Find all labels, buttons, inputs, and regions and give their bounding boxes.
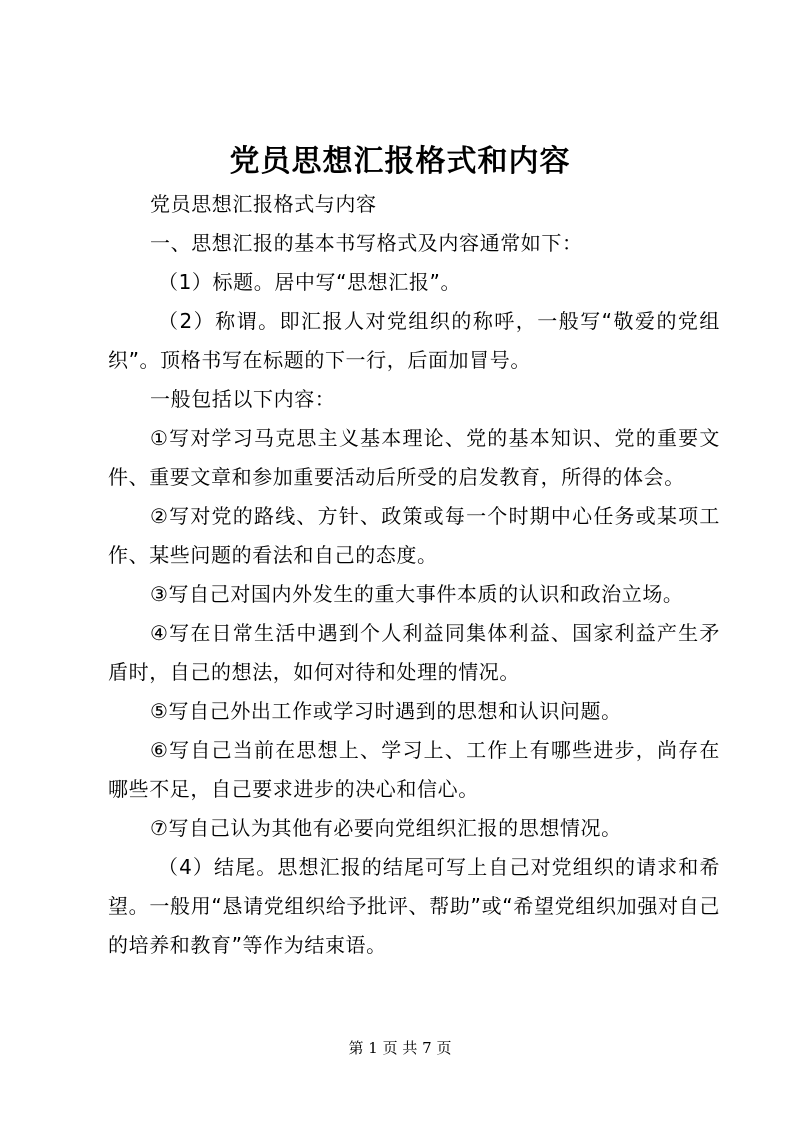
paragraph-content-intro: 一般包括以下内容：	[150, 387, 336, 411]
paragraph-content-item-3: ③写自己对国内外发生的重大事件本质的认识和政治立场。	[150, 582, 684, 606]
paragraph-title-item: （1）标题。居中写“思想汇报”。	[158, 270, 462, 294]
paragraph-content-item-5: ⑤写自己外出工作或学习时遇到的思想和认识问题。	[150, 699, 622, 723]
paragraph-content-item-2: ②写对党的路线、方针、政策或每一个时期中心任务或某项工作、某些问题的看法和自己的态度。	[108, 504, 720, 567]
page-number-footer: 第 1 页 共 7 页	[348, 1039, 452, 1057]
paragraph-content-item-6: ⑥写自己当前在思想上、学习上、工作上有哪些进步，尚存在哪些不足，自己要求进步的决心和信心。	[108, 738, 720, 801]
paragraph-content-item-7: ⑦写自己认为其他有必要向党组织汇报的思想情况。	[150, 816, 622, 840]
paragraph-subtitle: 党员思想汇报格式与内容	[150, 192, 377, 216]
document-body	[108, 185, 720, 965]
paragraph-content-item-4: ④写在日常生活中遇到个人利益同集体利益、国家利益产生矛盾时，自己的想法，如何对待和处理的情况。	[108, 621, 720, 684]
document-title: 党员思想汇报格式和内容	[229, 144, 571, 179]
paragraph-salutation-item: （2）称谓。即汇报人对党组织的称呼，一般写“敬爱的党组织”。顶格书写在标题的下一行，后面加冒号。	[108, 309, 720, 372]
paragraph-closing-item: （4）结尾。思想汇报的结尾可写上自己对党组织的请求和希望。一般用“恳请党组织给予批评、帮助”或“希望党组织加强对自己的培养和教育”等作为结束语。	[108, 855, 720, 957]
paragraph-content-item-1: ①写对学习马克思主义基本理论、党的基本知识、党的重要文件、重要文章和参加重要活动后所受的启发教育，所得的体会。	[108, 426, 720, 489]
paragraph-section-heading: 一、思想汇报的基本书写格式及内容通常如下：	[150, 231, 583, 255]
